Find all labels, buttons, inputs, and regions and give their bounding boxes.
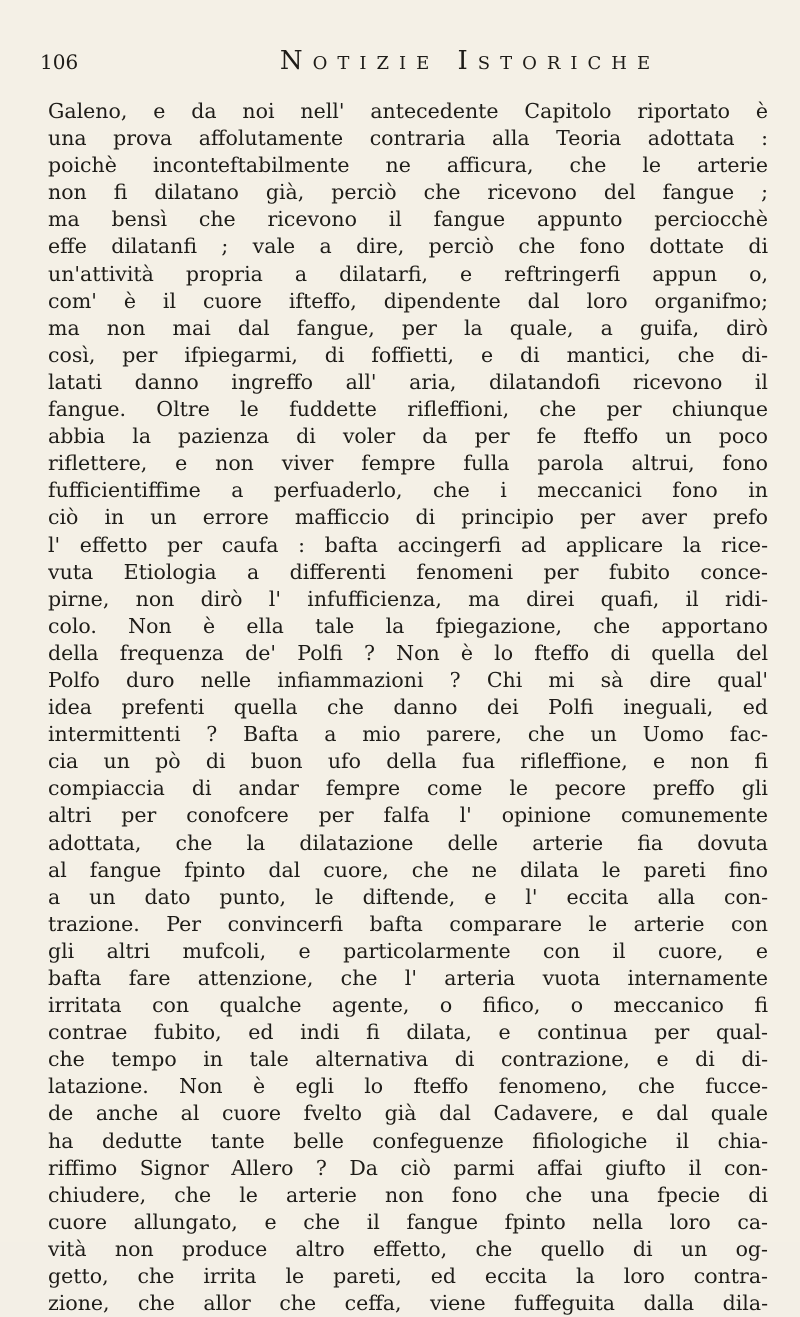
- text-line: l' effetto per caufa : bafta accingerfi ad applicare la rice-: [48, 532, 768, 557]
- text-line: della frequenza de' Polfi ? Non è lo fteffo di quella del: [48, 640, 768, 665]
- text-line: com' è il cuore ifteffo, dipendente dal loro organifmo;: [48, 288, 768, 313]
- text-line: idea prefenti quella che danno dei Polfi ineguali, ed: [48, 695, 768, 720]
- text-line: contrae fubito, ed indi fi dilata, e continua per qual-: [48, 1020, 768, 1045]
- text-line: gli altri mufcoli, e particolarmente con il cuore, e: [48, 938, 768, 963]
- text-line: de anche al cuore fvelto già dal Cadavere, e dal quale: [48, 1101, 768, 1126]
- text-line: bafta fare attenzione, che l' arteria vuota internamente: [48, 966, 768, 990]
- text-line: riflettere, e non viver fempre fulla parola altrui, fono: [48, 451, 768, 476]
- text-line: getto, che irrita le pareti, ed eccita la loro contra-: [48, 1264, 768, 1289]
- text-line: riffimo Signor Allero ? Da ciò parmi affai giufto il con-: [48, 1155, 768, 1180]
- text-line: trazione. Per convincerfi bafta comparare le arterie con: [48, 911, 768, 936]
- text-line: poichè inconteftabilmente ne afficura, che le arterie: [48, 153, 768, 178]
- text-line: una prova affolutamente contraria alla Teoria adottata :: [48, 126, 768, 151]
- text-line: abbia la pazienza di voler da per fe fteffo un poco: [48, 424, 768, 449]
- text-line: altri per conofcere per falfa l' opinione comunemente: [48, 803, 768, 828]
- text-line: intermittenti ? Bafta a mio parere, che un Uomo fac-: [48, 722, 768, 747]
- text-line: fangue. Oltre le fuddette rifleffioni, che per chiunque: [48, 397, 768, 422]
- text-line: adottata, che la dilatazione delle arterie fia dovuta: [48, 830, 768, 855]
- text-line: fufficientiffime a perfuaderlo, che i meccanici fono in: [48, 478, 768, 503]
- text-line: ha dedutte tante belle confeguenze fifiologiche il chia-: [48, 1128, 768, 1153]
- text-line: effe dilatanfi ; vale a dire, perciò che fono dottate di: [48, 234, 768, 259]
- text-line: un'attività propria a dilatarfi, e reftringerfi appun o,: [48, 261, 768, 286]
- text-line: al fangue fpinto dal cuore, che ne dilata le pareti fino: [48, 857, 768, 882]
- text-line: ma non mai dal fangue, per la quale, a guifa, dirò: [48, 315, 768, 340]
- text-line: a un dato punto, le diftende, e l' eccita alla con-: [48, 884, 768, 909]
- text-line: Polfo duro nelle infiammazioni ? Chi mi sà dire qual': [48, 667, 768, 692]
- text-line: vità non produce altro effetto, che quello di un og-: [48, 1236, 768, 1261]
- text-line: che tempo in tale alternativa di contrazione, e di di-: [48, 1047, 768, 1072]
- text-line: così, per ifpiegarmi, di foffietti, e di mantici, che di-: [48, 342, 768, 367]
- text-line: chiudere, che le arterie non fono che una fpecie di: [48, 1182, 768, 1207]
- text-line: zione, che allor che ceffa, viene fuffeguita dalla dila-: [48, 1291, 768, 1316]
- text-line: pirne, non dirò l' infufficienza, ma direi quafi, il ridi-: [48, 586, 768, 611]
- text-line: vuta Etiologia a differenti fenomeni per fubito conce-: [48, 559, 768, 584]
- text-line: cia un pò di buon ufo della fua rifleffione, e non fi: [48, 749, 768, 774]
- running-title: Notizie Istoriche: [279, 46, 661, 76]
- page-number: 106: [40, 50, 79, 74]
- text-line: colo. Non è ella tale la fpiegazione, che apportano: [48, 613, 768, 638]
- text-line: irritata con qualche agente, o fifico, o meccanico fi: [48, 993, 768, 1018]
- text-line: compiaccia di andar fempre come le pecore preffo gli: [48, 776, 768, 801]
- body-text: [48, 98, 768, 1317]
- text-line: Galeno, e da noi nell' antecedente Capitolo riportato è: [48, 99, 768, 123]
- text-line: latati danno ingreffo all' aria, dilatandofi ricevono il: [48, 369, 768, 394]
- text-line: cuore allungato, e che il fangue fpinto nella loro ca-: [48, 1209, 768, 1234]
- text-line: ma bensì che ricevono il fangue appunto perciocchè: [48, 207, 768, 232]
- running-head: [40, 46, 770, 86]
- text-line: latazione. Non è egli lo fteffo fenomeno, che fucce-: [48, 1074, 768, 1099]
- text-line: ciò in un errore mafficcio di principio per aver prefo: [48, 505, 768, 530]
- text-line: non fi dilatano già, perciò che ricevono del fangue ;: [48, 180, 768, 205]
